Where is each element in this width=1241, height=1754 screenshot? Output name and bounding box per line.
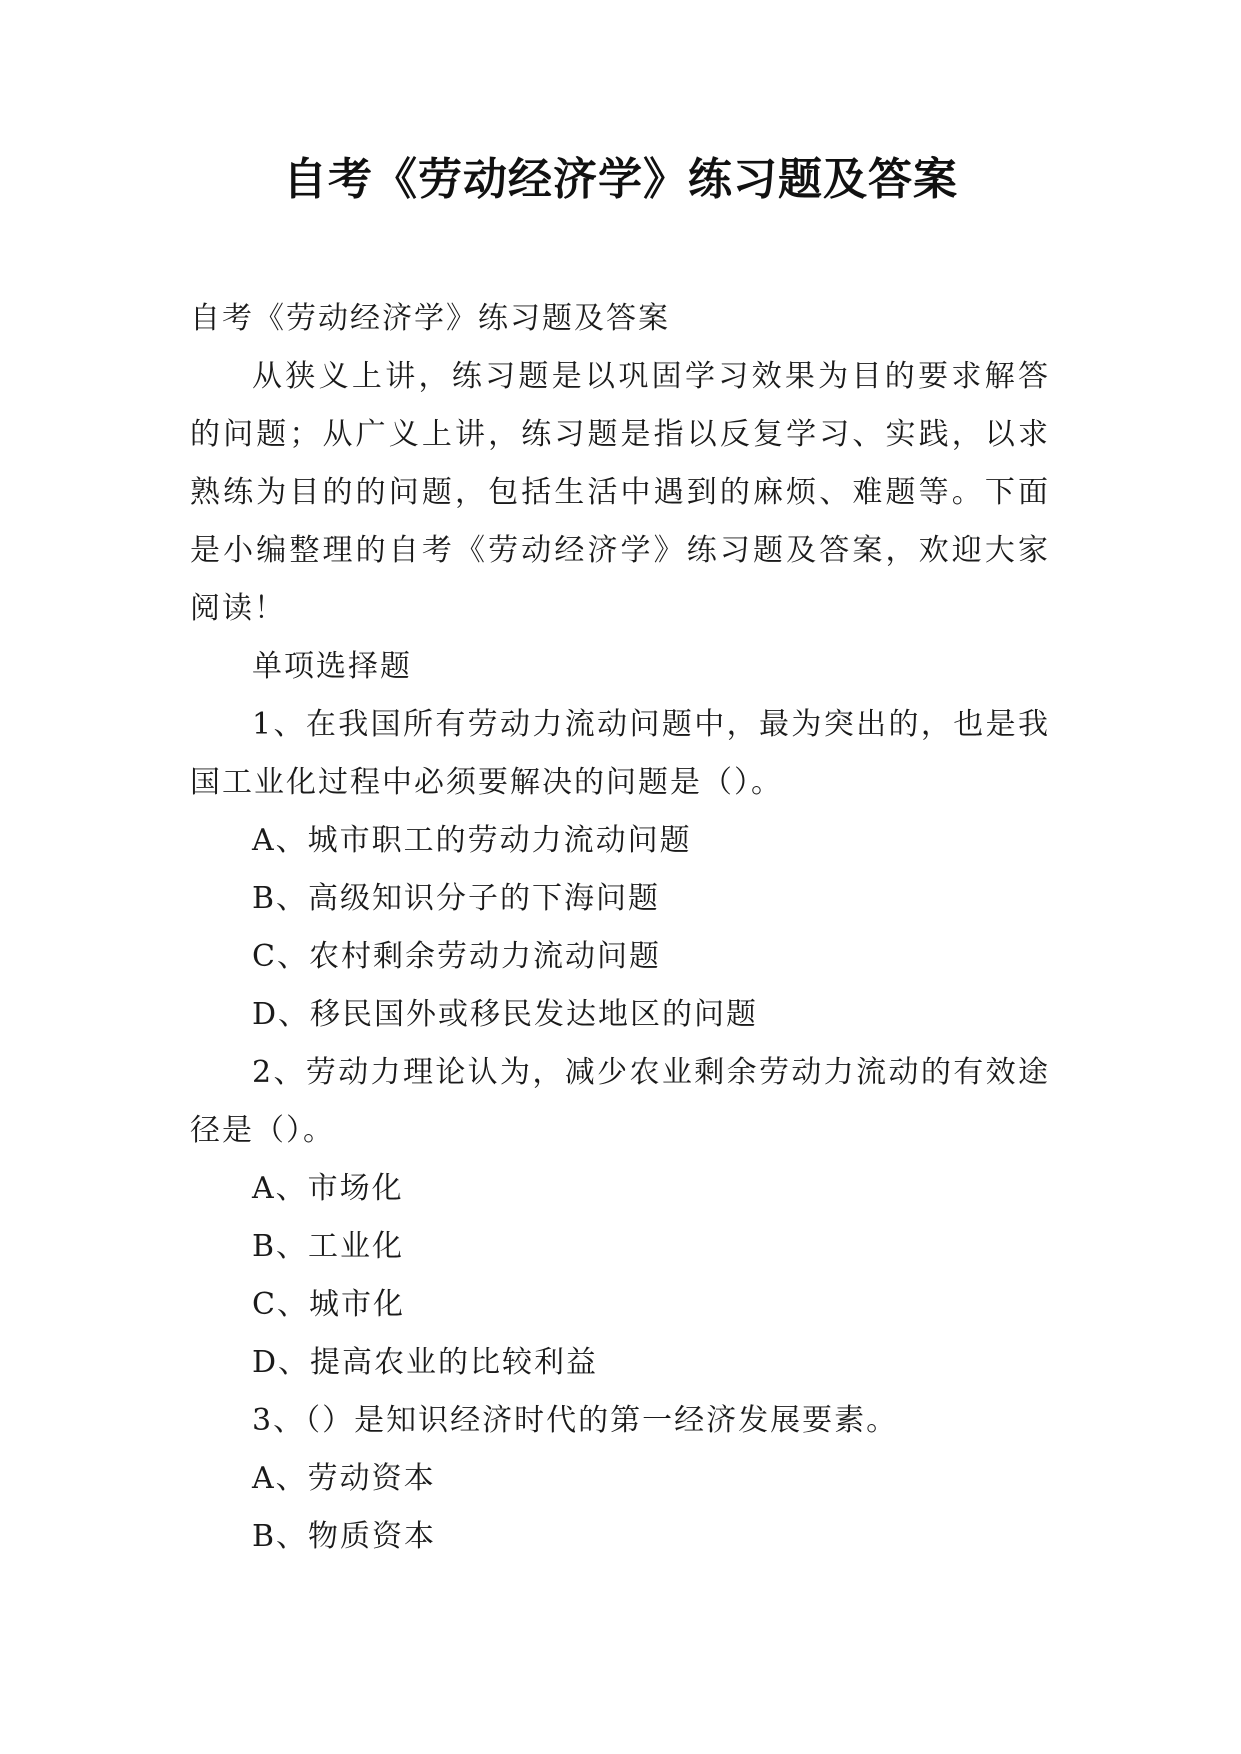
paragraph: A、市场化 — [252, 1171, 404, 1206]
paragraph: D、提高农业的比较利益 — [252, 1345, 599, 1380]
paragraph: A、城市职工的劳动力流动问题 — [252, 823, 692, 858]
paragraph: 从狭义上讲，练习题是以巩固学习效果为目的要求解答的问题；从广义上讲，练习题是指以反复学习、实践，以求熟练为目的的问题，包括生活中遇到的麻烦、难题等。下面是小编整理的自考《劳动经济学》练习题及答案，欢迎大家阅读！ — [190, 359, 1050, 626]
paragraph: C、城市化 — [252, 1287, 405, 1322]
paragraph: 单项选择题 — [252, 649, 412, 684]
paragraph: B、高级知识分子的下海问题 — [252, 881, 661, 916]
paragraph: C、农村剩余劳动力流动问题 — [252, 939, 661, 974]
paragraph: A、劳动资本 — [252, 1461, 436, 1496]
document-title: 自考《劳动经济学》练习题及答案 — [283, 154, 958, 205]
document-subtitle: 自考《劳动经济学》练习题及答案 — [190, 301, 670, 336]
paragraph: 3、（）是知识经济时代的第一经济发展要素。 — [252, 1403, 899, 1438]
paragraph: B、物质资本 — [252, 1519, 437, 1554]
paragraph: D、移民国外或移民发达地区的问题 — [252, 997, 759, 1032]
document-body — [190, 290, 1050, 1566]
paragraph: B、工业化 — [252, 1229, 405, 1264]
paragraph: 2、劳动力理论认为，减少农业剩余劳动力流动的有效途径是（）。 — [190, 1055, 1050, 1148]
paragraph: 1、在我国所有劳动力流动问题中，最为突出的，也是我国工业化过程中必须要解决的问题是（）。 — [190, 707, 1050, 800]
